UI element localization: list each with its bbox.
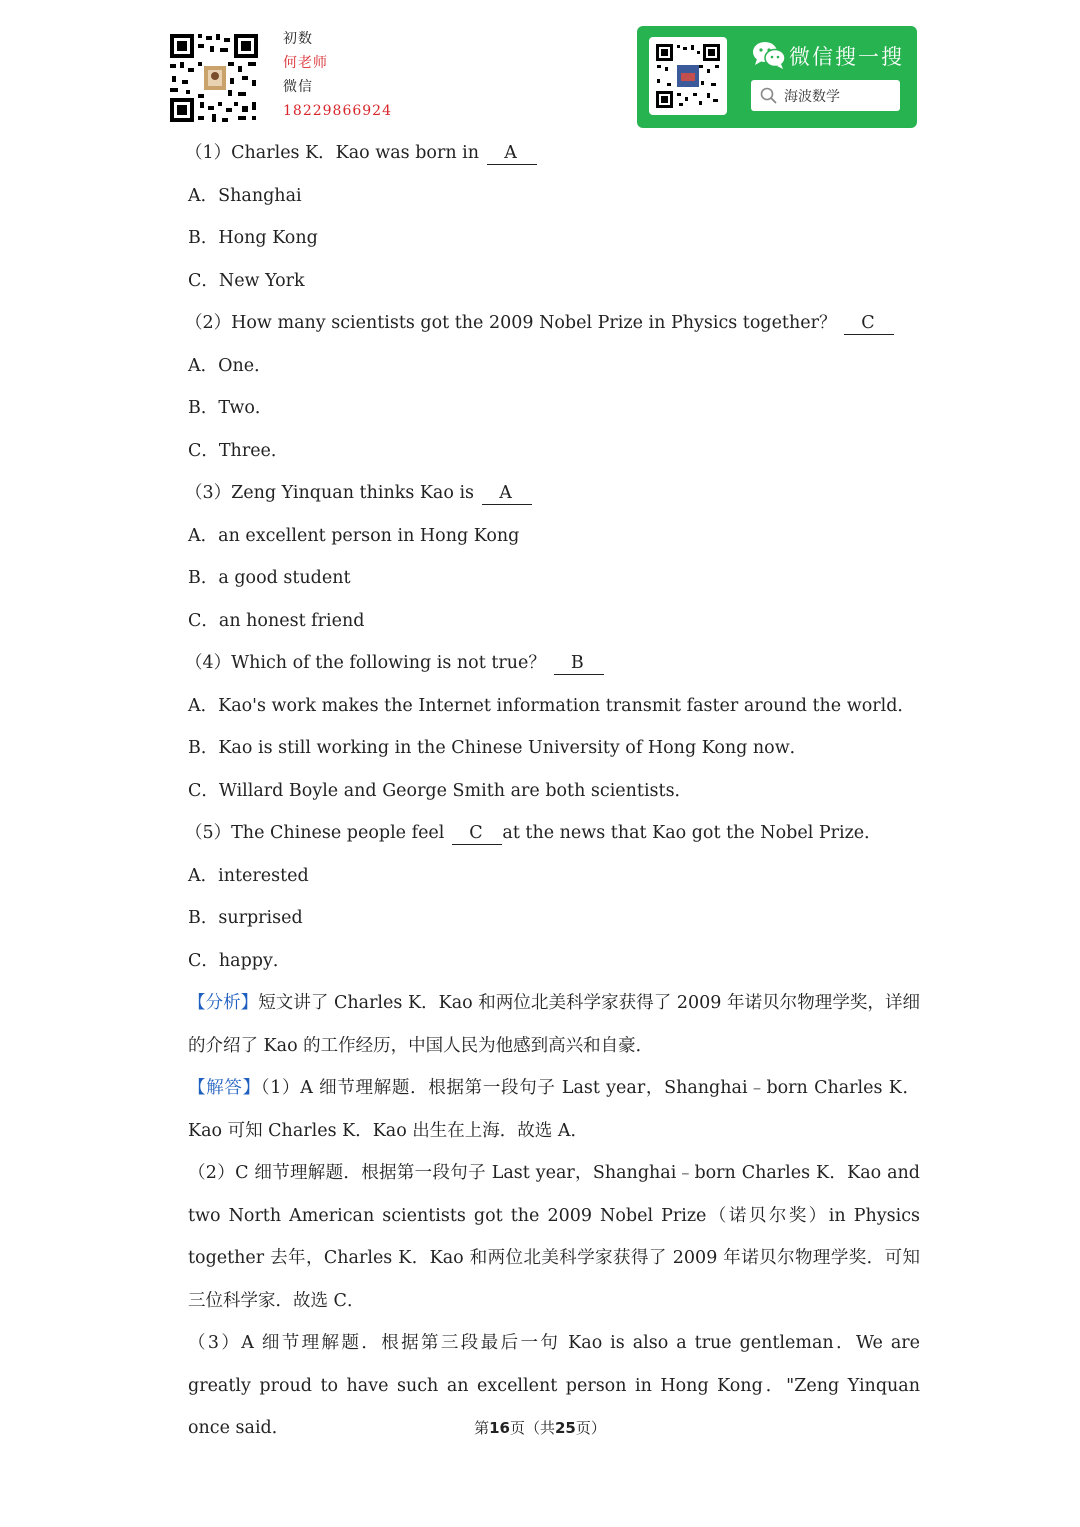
- option-3a: A．an excellent person in Hong Kong: [188, 525, 520, 546]
- solution-paragraph-3: （3）A 细节理解题．根据第三段最后一句 Kao is also a true gentleman．We are greatly proud to have such an excellent person in Hong Kong．"Zeng Yinquan once said．: [188, 1333, 920, 1438]
- question-stem-2: （2）How many scientists got the 2009 Nobel Prize in Physics together？ C: [188, 302, 920, 345]
- contact-wechat-label: 微信: [283, 79, 313, 95]
- option-5a: A．interested: [188, 865, 309, 886]
- search-icon: [760, 87, 777, 104]
- wechat-search-input[interactable]: [751, 80, 900, 111]
- answer-blank-2: C: [844, 312, 894, 335]
- option-2b: B．Two．: [188, 398, 273, 418]
- option-1c: C．New York: [188, 270, 305, 291]
- option-4a: A．Kao's work makes the Internet information transmit faster around the world．: [188, 695, 915, 716]
- wechat-search-banner: [637, 26, 917, 128]
- wechat-qr-code-icon: [655, 43, 721, 109]
- contact-teacher: 何老师: [283, 55, 328, 71]
- wechat-logo-icon: [752, 40, 786, 70]
- option-3b: B．a good student: [188, 568, 351, 588]
- question-stem-4: （4）Which of the following is not true？ B: [188, 642, 920, 685]
- wechat-qr-frame: [649, 37, 727, 115]
- contact-phone: 18229866924: [283, 103, 392, 119]
- question-stem-5: （5）The Chinese people feel C at the news that Kao got the Nobel Prize．: [185, 823, 882, 843]
- analysis-paragraph: 【分析】短文讲了 Charles K．Kao 和两位北美科学家获得了 2009 年诺贝尔物理学奖，详细的介绍了 Kao 的工作经历，中国人民为他感到高兴和自豪．: [188, 993, 921, 1056]
- option-5c: C．happy．: [188, 950, 291, 971]
- answer-blank-4: B: [554, 652, 604, 675]
- solution-paragraph-2: （2）C 细节理解题．根据第一段句子 Last year，Shanghai﹣born Charles K．Kao and two North American scientists got the 2009 Nobel Prize（诺贝尔奖）in Physics together 去年，Charles K．Kao 和两位北美科学家获得了 2009 年诺贝尔物理学奖．可知三位科学家．故选 C．: [188, 1163, 920, 1311]
- option-2a: A．One．: [188, 355, 272, 376]
- option-1a: A．Shanghai: [188, 185, 302, 206]
- solution-paragraph-1: 【解答】（1）A 细节理解题．根据第一段句子 Last year，Shanghai﹣born Charles K．Kao 可知 Charles K．Kao 出生在上海．故选 A．: [188, 1078, 920, 1141]
- contact-info: [283, 27, 392, 123]
- solution-tag: 【解答】: [188, 1078, 261, 1098]
- option-1b: B．Hong Kong: [188, 228, 318, 248]
- page-number: 16: [489, 1419, 510, 1437]
- option-4b: B．Kao is still working in the Chinese University of Hong Kong now．: [188, 738, 808, 758]
- option-2c: C．Three．: [188, 440, 289, 461]
- answer-blank-3: A: [482, 482, 532, 505]
- page-total: 25: [555, 1419, 576, 1437]
- option-5b: B．surprised: [188, 908, 303, 928]
- document-body: [185, 132, 921, 1450]
- contact-line-1: 初数: [283, 31, 313, 47]
- qr-code-icon: [168, 32, 260, 124]
- wechat-search-title: 微信搜一搜: [789, 45, 904, 69]
- question-stem-1: （1）Charles K．Kao was born in A: [188, 132, 920, 175]
- wechat-search-text: 海波数学: [784, 89, 840, 105]
- question-stem-3: （3）Zeng Yinquan thinks Kao is A: [188, 472, 920, 515]
- page-footer: 第16页（共25页）: [474, 1419, 606, 1437]
- option-3c: C．an honest friend: [188, 610, 365, 631]
- option-4c: C．Willard Boyle and George Smith are both scientists．: [188, 780, 693, 801]
- analysis-tag: 【分析】: [188, 993, 259, 1013]
- answer-blank-5: C: [452, 822, 502, 845]
- answer-blank-1: A: [487, 142, 537, 165]
